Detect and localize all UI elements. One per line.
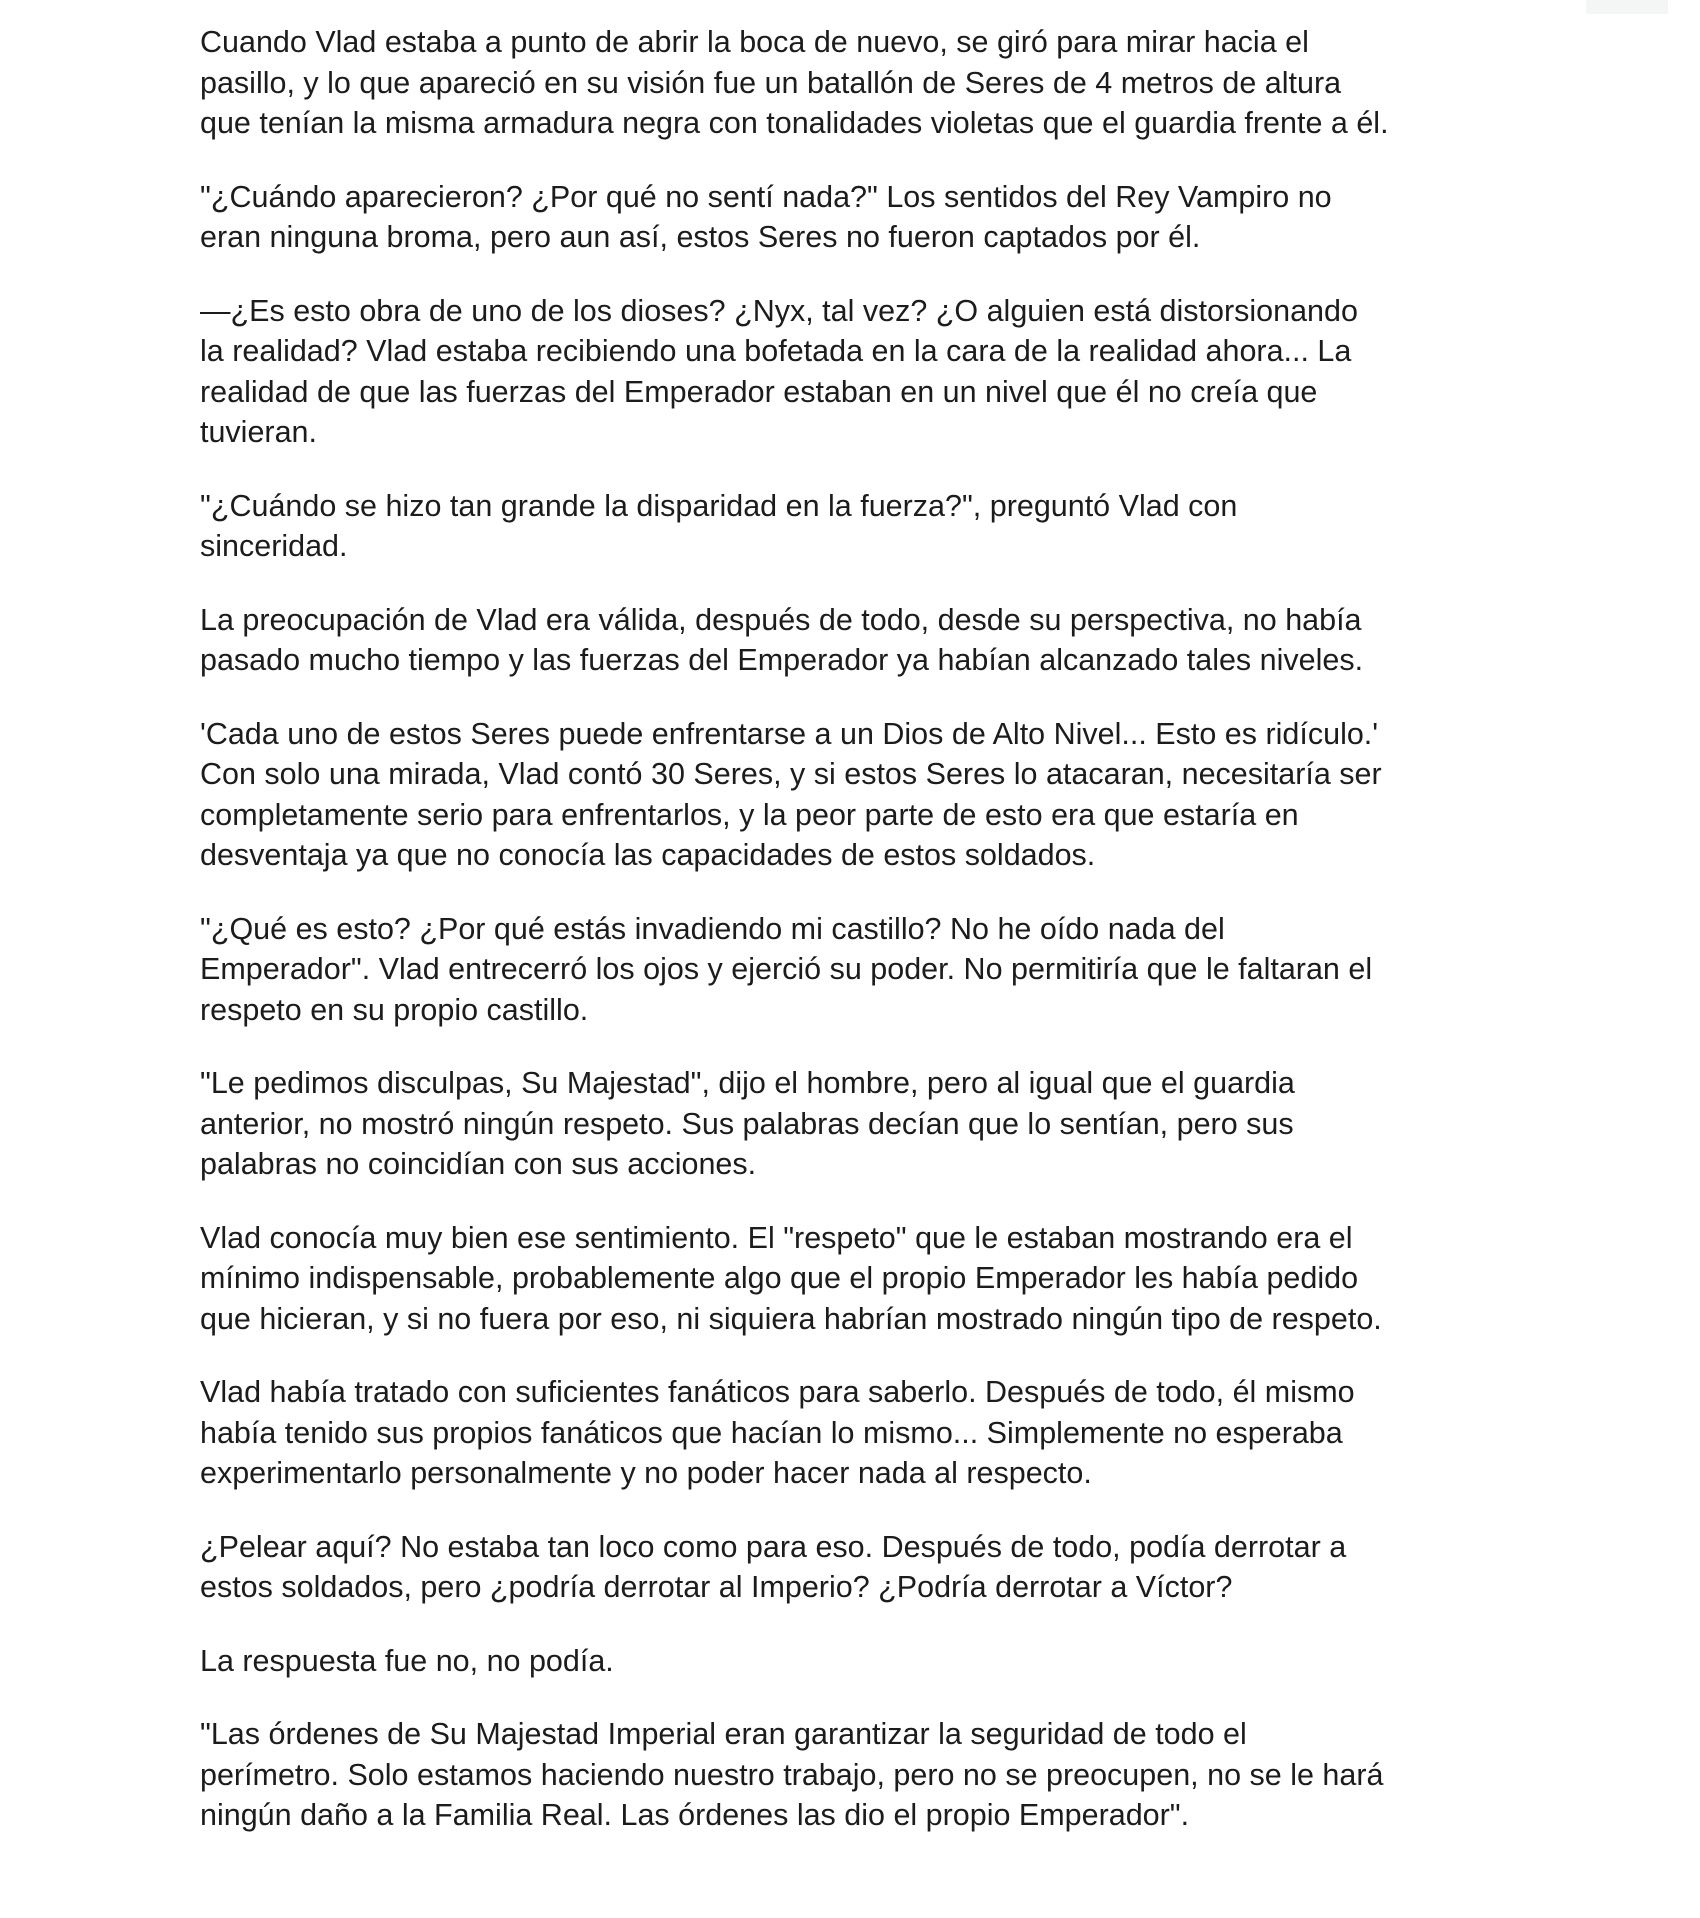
paragraph-13: "Las órdenes de Su Majestad Imperial eran garantizar la seguridad de todo el perímetro. Solo estamos haciendo nuestro trabajo, pero no se preocupen, no se le hará ningún daño a la Familia Real. Las órdenes las dio el propio Emperador". <box>200 1717 1384 1832</box>
paragraph-1: Cuando Vlad estaba a punto de abrir la boca de nuevo, se giró para mirar hacia el pasillo, y lo que apareció en su visión fue un batallón de Seres de 4 metros de altura que tenían la misma armadura negra con tonalidades violetas que el guardia frente a él. <box>200 25 1389 140</box>
document-body <box>200 22 1520 1869</box>
paragraph-6: 'Cada uno de estos Seres puede enfrentarse a un Dios de Alto Nivel... Esto es ridículo.' Con solo una mirada, Vlad contó 30 Seres, y si estos Seres lo atacaran, necesitaría ser completamente serio para enfrentarlos, y la peor parte de esto era que estaría en desventaja ya que no conocía las capacidades de estos soldados. <box>200 716 1382 872</box>
paragraph-5: La preocupación de Vlad era válida, después de todo, desde su perspectiva, no había pasado mucho tiempo y las fuerzas del Emperador ya habían alcanzado tales niveles. <box>200 602 1364 677</box>
page-corner-marker <box>1586 0 1668 14</box>
paragraph-3: —¿Es esto obra de uno de los dioses? ¿Nyx, tal vez? ¿O alguien está distorsionando la realidad? Vlad estaba recibiendo una bofetada en la cara de la realidad ahora... La realidad de que las fuerzas del Emperador estaban en un nivel que él no creía que tuvieran. <box>200 293 1358 449</box>
paragraph-7: "¿Qué es esto? ¿Por qué estás invadiendo mi castillo? No he oído nada del Emperador". Vlad entrecerró los ojos y ejerció su poder. No permitiría que le faltaran el respeto en su propio castillo. <box>200 911 1373 1027</box>
paragraph-2: "¿Cuándo aparecieron? ¿Por qué no sentí nada?" Los sentidos del Rey Vampiro no eran ninguna broma, pero aun así, estos Seres no fueron captados por él. <box>200 179 1332 254</box>
paragraph-9: Vlad conocía muy bien ese sentimiento. El "respeto" que le estaban mostrando era el mínimo indispensable, probablemente algo que el propio Emperador les había pedido que hicieran, y si no fuera por eso, ni siquiera habrían mostrado ningún tipo de respeto. <box>200 1220 1382 1336</box>
paragraph-11: ¿Pelear aquí? No estaba tan loco como para eso. Después de todo, podía derrotar a estos soldados, pero ¿podría derrotar al Imperio? ¿Podría derrotar a Víctor? <box>200 1529 1347 1604</box>
paragraph-12: La respuesta fue no, no podía. <box>200 1643 614 1678</box>
paragraph-4: "¿Cuándo se hizo tan grande la disparidad en la fuerza?", preguntó Vlad con sinceridad. <box>200 488 1238 563</box>
paragraph-10: Vlad había tratado con suficientes fanáticos para saberlo. Después de todo, él mismo había tenido sus propios fanáticos que hacían lo mismo... Simplemente no esperaba experimentarlo personalmente y no poder hacer nada al respecto. <box>200 1375 1355 1490</box>
paragraph-8: "Le pedimos disculpas, Su Majestad", dijo el hombre, pero al igual que el guardia anterior, no mostró ningún respeto. Sus palabras decían que lo sentían, pero sus palabras no coincidían con sus acciones. <box>200 1066 1295 1181</box>
